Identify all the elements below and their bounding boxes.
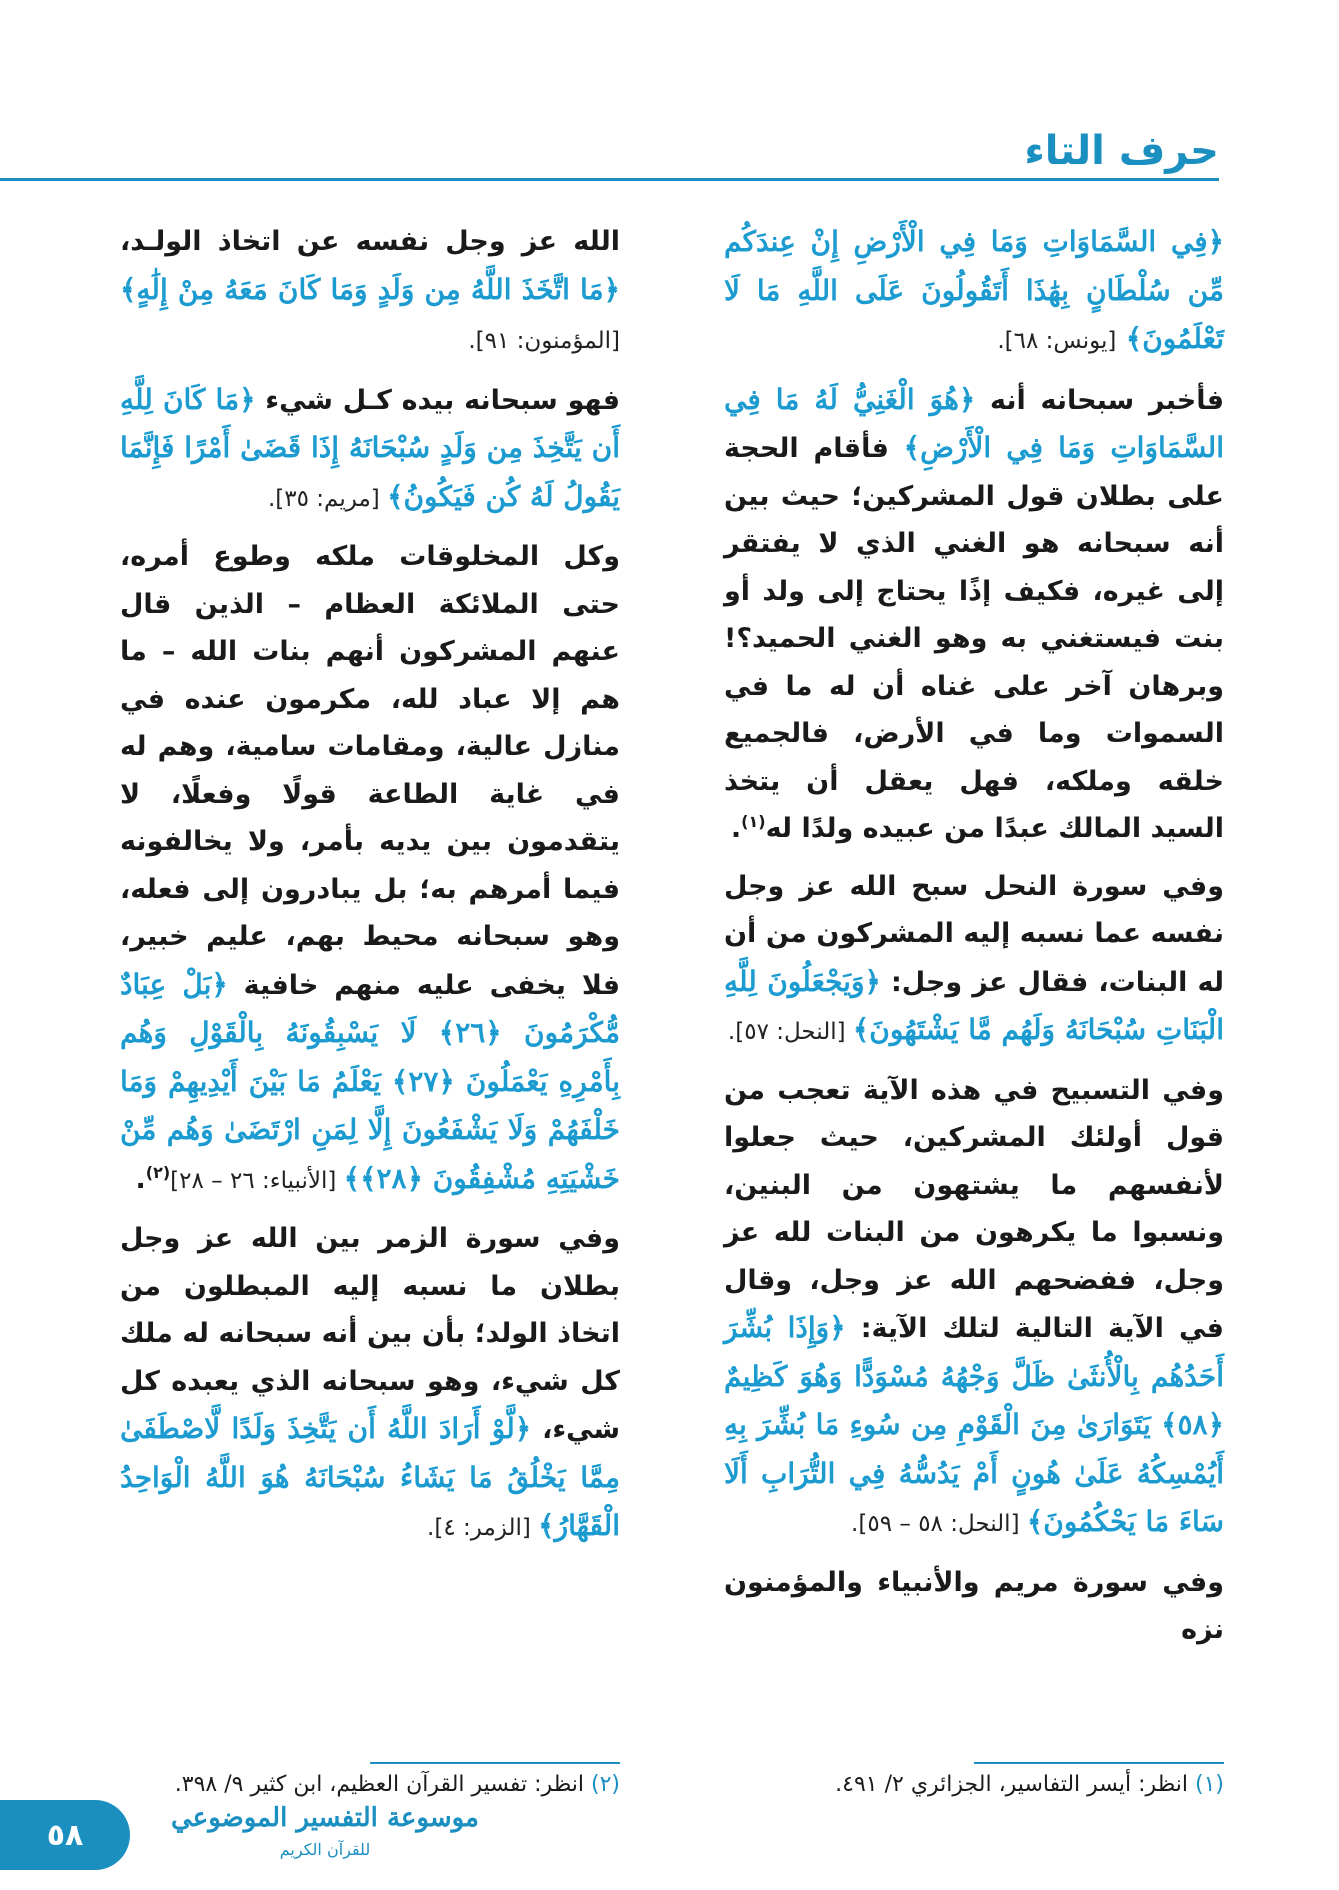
paragraph bbox=[724, 218, 1224, 366]
body-text: فأخبر سبحانه أنه bbox=[975, 384, 1225, 416]
body-text: . bbox=[730, 813, 742, 844]
quran-verse: ﴿هُوَ الْغَنِيُّ لَهُ مَا فِي السَّمَاوَاتِ وَمَا فِي الْأَرْضِ﴾ bbox=[724, 382, 1224, 464]
verse-reference: [الزمر: ٤]. bbox=[427, 1515, 539, 1541]
paragraph bbox=[724, 1067, 1224, 1549]
footnote-divider bbox=[974, 1762, 1224, 1764]
quran-verse: ﴿وَإِذَا بُشِّرَ أَحَدُهُم بِالْأُنثَىٰ ظَلَّ وَجْهُهُ مُسْوَدًّا وَهُوَ كَظِيمٌ ﴿٥٨﴾ يَتَوَارَىٰ مِنَ الْقَوْمِ مِن سُوءِ مَا بُشِّرَ بِهِ أَيُمْسِكُهُ عَلَىٰ هُونٍ أَمْ يَدُسُّهُ فِي التُّرَابِ أَلَا سَاءَ مَا يَحْكُمُونَ﴾ bbox=[724, 1311, 1224, 1538]
logo-title: موسوعة التفسير الموضوعي bbox=[171, 1803, 479, 1833]
body-text: الله عز وجل نفسه عن اتخاذ الولـد، bbox=[120, 226, 620, 257]
footnote-marker[interactable]: (١) bbox=[741, 812, 766, 831]
paragraph bbox=[120, 533, 620, 1205]
paragraph bbox=[120, 1215, 620, 1553]
footnote bbox=[120, 1772, 620, 1797]
footnote-text: انظر: أيسر التفاسير، الجزائري ٢/ ٤٩١. bbox=[835, 1772, 1195, 1797]
footnote-number: (٢) bbox=[590, 1772, 620, 1797]
quran-verse: ﴿مَا اتَّخَذَ اللَّهُ مِن وَلَدٍ وَمَا كَانَ مَعَهُ مِنْ إِلَٰهٍ﴾ bbox=[120, 272, 620, 306]
footnote-marker[interactable]: (٢) bbox=[145, 1162, 171, 1182]
quran-verse: ﴿لَّوْ أَرَادَ اللَّهُ أَن يَتَّخِذَ وَلَدًا لَّاصْطَفَىٰ مِمَّا يَخْلُقُ مَا يَشَاءُ سُبْحَانَهُ هُوَ اللَّهُ الْوَاحِدُ الْقَهَّارُ﴾ bbox=[120, 1412, 620, 1542]
body-text: وفي سورة النحل سبح الله عز وجل نفسه عما نسبه إليه المشركون من أن له البنات، فقال عز وجل: bbox=[724, 870, 1225, 998]
quran-verse: ﴿بَلْ عِبَادٌ مُّكْرَمُونَ ﴿٢٦﴾ لَا يَسْبِقُونَهُ بِالْقَوْلِ وَهُم بِأَمْرِهِ يَعْمَلُونَ ﴿٢٧﴾ يَعْلَمُ مَا بَيْنَ أَيْدِيهِمْ وَمَا خَلْفَهُمْ وَلَا يَشْفَعُونَ إِلَّا لِمَنِ ارْتَضَىٰ وَهُم مِّنْ خَشْيَتِهِ مُشْفِقُونَ ﴿٢٨﴾﴾ bbox=[120, 967, 621, 1195]
body-text: وفي سورة مريم والأنبياء والمؤمنون نزه bbox=[724, 1566, 1224, 1645]
page-number: ٥٨ bbox=[0, 1800, 130, 1870]
paragraph bbox=[120, 218, 620, 366]
body-text: فهو سبحانه بيده كـل شيء bbox=[255, 384, 621, 416]
left-column bbox=[120, 218, 620, 1563]
footnote-divider bbox=[370, 1762, 620, 1764]
paragraph bbox=[724, 863, 1224, 1057]
header-divider bbox=[0, 178, 1219, 181]
right-column bbox=[724, 218, 1224, 1664]
verse-reference: [مريم: ٣٥]. bbox=[267, 485, 388, 512]
footnote-text: انظر: تفسير القرآن العظيم، ابن كثير ٩/ ٣٩٨. bbox=[174, 1772, 591, 1797]
paragraph bbox=[724, 1559, 1224, 1654]
verse-reference: [المؤمنون: ٩١]. bbox=[468, 328, 620, 354]
footnote-number: (١) bbox=[1194, 1772, 1224, 1797]
chapter-title: حرف التاء bbox=[1024, 128, 1219, 174]
footnote bbox=[724, 1772, 1224, 1797]
verse-reference: [يونس: ٦٨]. bbox=[997, 328, 1117, 354]
quran-verse: ﴿وَيَجْعَلُونَ لِلَّهِ الْبَنَاتِ سُبْحَانَهُ وَلَهُم مَّا يَشْتَهُونَ﴾ bbox=[724, 964, 1224, 1046]
verse-reference: [الأنبياء: ٢٦ – ٢٨] bbox=[170, 1167, 344, 1194]
body-text: وفي سورة الزمر بين الله عز وجل بطلان ما نسبه إليه المبطلون من اتخاذ الولد؛ بأن بين أنه سبحانه له ملك كل شيء، وهو سبحانه الذي يعبده كل شيء، bbox=[120, 1223, 621, 1445]
encyclopedia-logo bbox=[155, 1798, 495, 1872]
body-text: فأقام الحجة على بطلان قول المشركين؛ حيث بين أنه سبحانه هو الغني الذي لا يفتقر إلى غيره، فكيف إذًا يحتاج إلى ولد أو بنت فيستغني به وهو الغني الحميد؟! وبرهان آخر على غناه أن له ما في السموات وما في الأرض، فالجميع خلقه وملكه، فهل يعقل أن يتخذ السيد المالك عبدًا من عبيده ولدًا له bbox=[724, 433, 1224, 844]
quran-verse: ﴿مَا كَانَ لِلَّهِ أَن يَتَّخِذَ مِن وَلَدٍ سُبْحَانَهُ إِذَا قَضَىٰ أَمْرًا فَإِنَّمَا يَقُولُ لَهُ كُن فَيَكُونُ﴾ bbox=[120, 382, 620, 513]
paragraph bbox=[724, 376, 1224, 853]
logo-subtitle: للقرآن الكريم bbox=[279, 1840, 371, 1859]
verse-reference: [النحل: ٥٧]. bbox=[727, 1019, 853, 1045]
body-text: وكل المخلوقات ملكه وطوع أمره، حتى الملائكة العظام – الذين قال عنهم المشركون أنهم بنات الله – ما هم إلا عباد لله، مكرمون عنده في منازل عالية، ومقامات سامية، وهم له في غاية الطاعة قولًا وفعلًا، لا يتقدمون بين يديه بأمر، ولا يخالفونه فيما أمرهم به؛ بل يبادرون إلى فعله، وهو سبحانه محيط بهم، عليم خبير، فلا يخفى عليه منهم خافية bbox=[120, 541, 620, 1001]
body-text: وفي التسبيح في هذه الآية تعجب من قول أولئك المشركين، حيث جعلوا لأنفسهم ما يشتهون من البنين، ونسبوا ما يكرهون من البنات لله عز وجل، ففضحهم الله عز وجل، وقال في الآية التالية لتلك الآية: bbox=[724, 1074, 1224, 1344]
body-text: . bbox=[135, 1163, 146, 1195]
paragraph bbox=[120, 376, 620, 524]
verse-reference: [النحل: ٥٨ – ٥٩]. bbox=[851, 1511, 1027, 1537]
quran-verse: ﴿فِي السَّمَاوَاتِ وَمَا فِي الْأَرْضِ إِنْ عِندَكُم مِّن سُلْطَانٍ بِهَٰذَا أَتَقُولُونَ عَلَى اللَّهِ مَا لَا تَعْلَمُونَ﴾ bbox=[724, 225, 1224, 355]
